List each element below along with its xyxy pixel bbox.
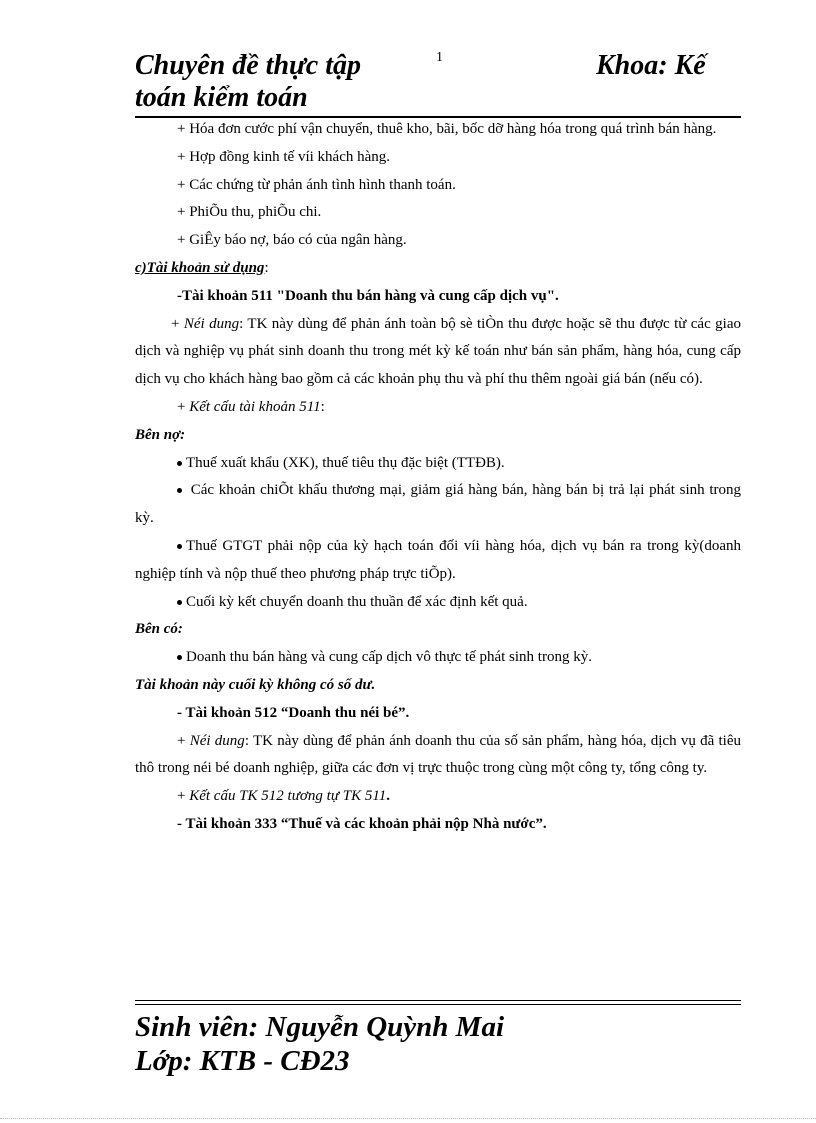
section-c-label: c)Tài khoản sử dụng <box>135 259 265 276</box>
paragraph: + Các chứng từ phản ánh tình hình thanh toán. <box>177 176 456 193</box>
account-511-content: + Néi dung: TK này dùng để phản ánh toàn bộ sè tiÒn thu được hoặc sẽ thu được từ các giao dịch và nghiệp vụ phát sinh doanh thu trong mét kỳ kế toán như bán sản phẩm, hàng hóa, cung cấp dịch vụ cho khách hàng bao gồm cả các khoản phụ thu và phí thu thêm ngoài giá bán (nếu có). <box>135 315 741 388</box>
bullet-icon <box>177 488 182 493</box>
debit-heading: Bên nợ: <box>135 426 186 443</box>
bullet-icon <box>177 600 182 605</box>
footer-divider <box>135 1000 741 1001</box>
page-number: 1 <box>436 50 443 65</box>
footer <box>135 1010 504 1078</box>
account-511-structure: + Kết cấu tài khoản 511: <box>177 398 325 415</box>
credit-heading: Bên có: <box>135 621 183 638</box>
content-label: Néi dung <box>183 315 240 332</box>
content-text: : TK này dùng để phản ánh doanh thu của số sản phẩm, hàng hóa, dịch vụ đã tiêu thô trong néi bé doanh nghiệp, giữa các đơn vị trực thuộc trong cùng một công ty, tổng công ty. <box>135 732 741 777</box>
footer-student: Sinh viên: Nguyễn Quỳnh Mai <box>135 1011 505 1043</box>
header-title-line1: Chuyên đề thực tập <box>135 50 362 81</box>
debit-item: Thuế xuất khẩu (XK), thuế tiêu thụ đặc biệt (TTĐB). <box>135 450 741 478</box>
bullet-icon <box>177 461 182 466</box>
content-text: : TK này dùng để phản ánh toàn bộ sè tiÒn thu được hoặc sẽ thu được từ các giao dịch và nghiệp vụ phát sinh doanh thu trong mét kỳ kế toán như bán sản phẩm, hàng hóa, cung cấp dịch vụ cho khách hàng bao gồm cả các khoản phụ thu và phí thu thêm ngoài giá bán (nếu có). <box>135 315 741 388</box>
section-heading <box>135 255 741 283</box>
structure-end: . <box>386 788 390 805</box>
no-balance-note: Tài khoản này cuối kỳ không có số dư. <box>135 676 376 693</box>
footer-class: Lớp: KTB - CĐ23 <box>135 1045 350 1077</box>
account-512-title: - Tài khoản 512 “Doanh thu néi bé”. <box>177 704 410 721</box>
credit-item: Doanh thu bán hàng và cung cấp dịch vô thực tế phát sinh trong kỳ. <box>135 644 741 672</box>
paragraph: + GiÊy báo nợ, báo có của ngân hàng. <box>177 232 407 249</box>
header-title <box>135 50 361 114</box>
debit-item: Thuế GTGT phải nộp của kỳ hạch toán đối víi hàng hóa, dịch vụ bán ra trong kỳ(doanh nghiệp tính và nộp thuế theo phương pháp trực tiÕp). <box>135 537 741 582</box>
account-511-title: -Tài khoản 511 "Doanh thu bán hàng và cung cấp dịch vụ". <box>177 287 559 304</box>
header-title-line2: toán kiểm toán <box>135 82 308 113</box>
debit-item: Cuối kỳ kết chuyển doanh thu thuần để xác định kết quả. <box>135 589 741 617</box>
account-512-structure: + Kết cấu TK 512 tương tự TK 511. <box>177 788 390 805</box>
account-512-content: + Néi dung: TK này dùng để phản ánh doanh thu của số sản phẩm, hàng hóa, dịch vụ đã tiêu thô trong néi bé doanh nghiệp, giữa các đơn vị trực thuộc trong cùng một công ty, tổng công ty. <box>135 732 741 777</box>
paragraph: + PhiÕu thu, phiÕu chi. <box>177 204 322 221</box>
document-body <box>135 116 741 839</box>
bullet-icon <box>177 655 182 660</box>
structure-colon: : <box>320 398 325 415</box>
structure-label: Kết cấu tài khoản 511 <box>189 398 321 415</box>
content-label: Néi dung <box>189 732 245 749</box>
account-333-title: - Tài khoản 333 “Thuế và các khoản phải nộp Nhà nước”. <box>177 815 547 832</box>
header-department: Khoa: Kế <box>596 50 706 81</box>
debit-item: Các khoản chiÕt khấu thương mại, giảm giá hàng bán, hàng bán bị trả lại phát sinh trong kỳ. <box>135 482 741 527</box>
section-c-colon: : <box>264 259 269 276</box>
structure-text: Kết cấu TK 512 tương tự TK 511 <box>189 788 387 805</box>
paragraph: + Hợp đồng kinh tế víi khách hàng. <box>177 148 391 165</box>
page-edge <box>0 1118 816 1119</box>
bullet-icon <box>177 544 182 549</box>
footer-divider <box>135 1004 741 1005</box>
paragraph: + Hóa đơn cước phí vận chuyển, thuê kho, bãi, bốc dỡ hàng hóa trong quá trình bán hàng. <box>177 121 717 137</box>
